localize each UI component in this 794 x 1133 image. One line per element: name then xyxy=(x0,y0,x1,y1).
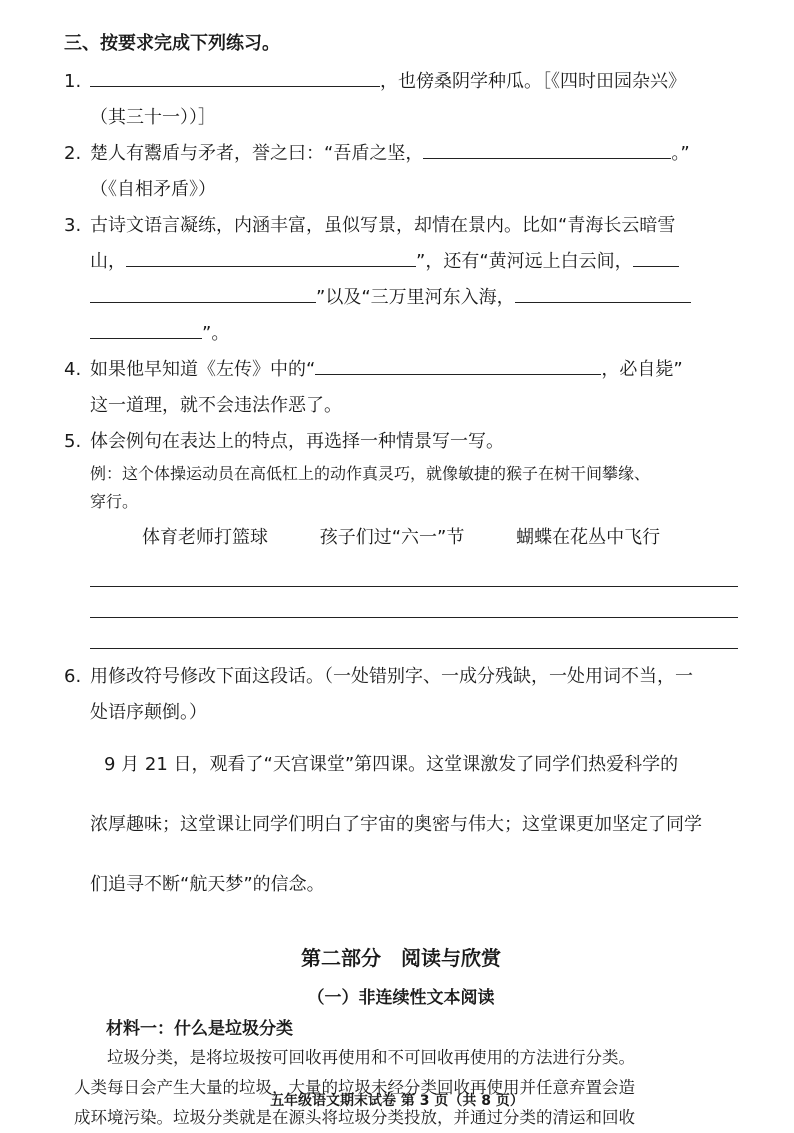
material-title: 材料一：什么是垃圾分类 xyxy=(106,1019,293,1039)
part-title xyxy=(64,941,738,975)
answer-blank[interactable] xyxy=(90,66,380,87)
question-text-end: ，必自毙” xyxy=(601,359,683,380)
answer-blank[interactable] xyxy=(90,282,316,303)
answer-blank[interactable] xyxy=(633,246,679,267)
question-6-line-2: 处语序颠倒。） xyxy=(90,702,207,723)
section-title: 三、按要求完成下列练习。 xyxy=(64,33,280,54)
question-4 xyxy=(64,352,738,388)
question-text: ”。 xyxy=(202,323,230,344)
revision-passage-line: 9 月 21 日，观看了“天宫课堂”第四课。这堂课激发了同学们热爱科学的 xyxy=(104,754,679,775)
question-text: 用修改符号修改下面这段话。（一处错别字、一成分残缺，一处用词不当，一 xyxy=(90,666,693,687)
material-line: 垃圾分类，是将垃圾按可回收再使用和不可回收再使用的方法进行分类。 xyxy=(107,1048,635,1067)
question-number: 1. xyxy=(64,71,82,92)
writing-line[interactable] xyxy=(90,556,738,587)
question-text: 体会例句在表达上的特点，再选择一种情景写一写。 xyxy=(90,431,504,452)
material-line: 人类每日会产生大量的垃圾，大量的垃圾未经分类回收再使用并任意弃置会造 xyxy=(74,1078,635,1097)
question-2-source: （《自相矛盾》） xyxy=(90,179,216,200)
question-text: 如果他早知道《左传》中的“ xyxy=(90,359,316,380)
question-text: 山， xyxy=(90,251,126,272)
question-text-end: 。” xyxy=(671,143,690,164)
question-number: 2. xyxy=(64,143,82,164)
question-number: 4. xyxy=(64,359,82,380)
question-text: 古诗文语言凝练，内涵丰富，虽似写景，却情在景内。比如“青海长云暗雪 xyxy=(90,215,676,236)
question-number: 6. xyxy=(64,666,82,687)
question-text: ，也傍桑阴学种瓜。［《四时田园杂兴》 xyxy=(380,71,686,92)
question-3-line-3 xyxy=(64,280,738,316)
question-3 xyxy=(64,208,738,244)
part-name: 阅读与欣赏 xyxy=(401,946,501,970)
scenario-option: 蝴蝶在花丛中飞行 xyxy=(516,527,661,548)
question-text: 楚人有鬻盾与矛者，誉之曰：“吾盾之坚， xyxy=(90,143,424,164)
answer-blank[interactable] xyxy=(515,282,691,303)
question-text: ”以及“三万里河东入海， xyxy=(316,287,515,308)
subsection-title: （一）非连续性文本阅读 xyxy=(307,988,495,1008)
example-sentence: 例：这个体操运动员在高低杠上的动作真灵巧，就像敏捷的猴子在树干间攀缘、 xyxy=(90,464,651,483)
question-1 xyxy=(64,64,738,100)
question-number: 5. xyxy=(64,431,82,452)
question-5 xyxy=(64,424,738,460)
question-4-line-2: 这一道理，就不会违法作恶了。 xyxy=(90,395,342,416)
question-number: 3. xyxy=(64,215,82,236)
scenario-option: 孩子们过“六一”节 xyxy=(319,527,465,548)
answer-blank[interactable] xyxy=(126,246,416,267)
scenario-option: 体育老师打篮球 xyxy=(142,527,268,548)
writing-line[interactable] xyxy=(90,587,738,618)
writing-line[interactable] xyxy=(90,618,738,649)
question-6 xyxy=(64,659,738,695)
question-text: ”，还有“黄河远上白云间， xyxy=(416,251,633,272)
page-footer: 五年级语文期末试卷 第 3 页（共 8 页） xyxy=(270,1093,524,1109)
example-sentence-2: 穿行。 xyxy=(90,492,139,511)
answer-blank[interactable] xyxy=(90,318,202,339)
question-1-source: （其三十一））］ xyxy=(90,107,216,128)
material-line: 成环境污染。垃圾分类就是在源头将垃圾分类投放，并通过分类的清运和回收 xyxy=(74,1108,635,1127)
question-3-line-4 xyxy=(64,316,738,352)
question-2 xyxy=(64,136,738,172)
revision-passage-line: 浓厚趣味；这堂课让同学们明白了宇宙的奥密与伟大；这堂课更加坚定了同学 xyxy=(90,814,702,835)
scenario-options xyxy=(64,520,738,556)
question-3-line-2 xyxy=(64,244,738,280)
part-number: 第二部分 xyxy=(301,946,381,970)
answer-blank[interactable] xyxy=(423,138,671,159)
answer-blank[interactable] xyxy=(315,354,601,375)
revision-passage-line: 们追寻不断“航天梦”的信念。 xyxy=(90,874,325,895)
